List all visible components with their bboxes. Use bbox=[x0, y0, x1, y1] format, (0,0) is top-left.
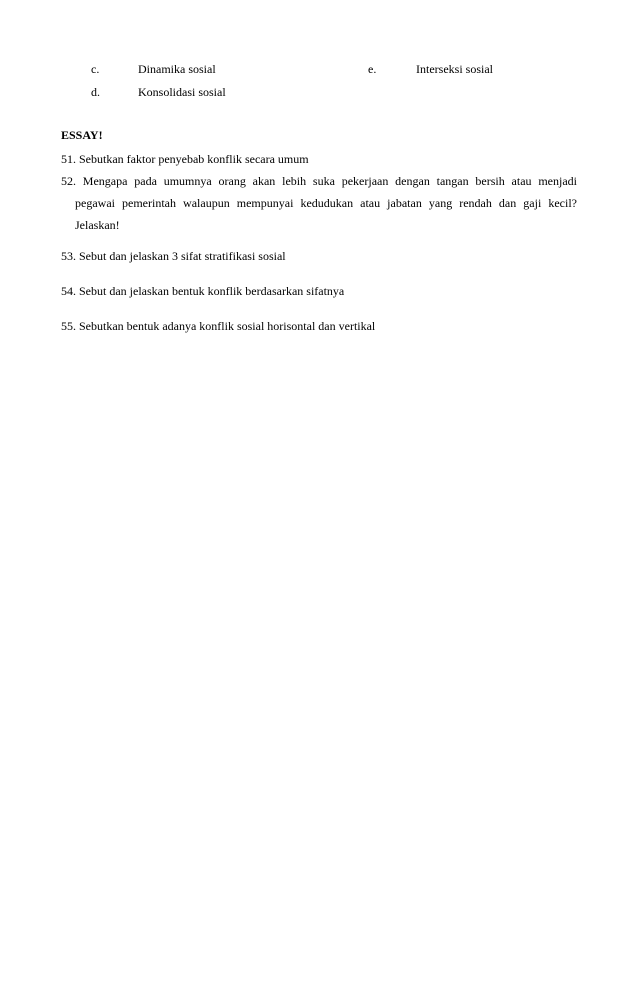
option-d-text: Konsolidasi sosial bbox=[138, 85, 226, 99]
essay-question-52-line-1: 52. Mengapa pada umumnya orang akan lebih suka pekerjaan dengan tangan bersih atau menjadi bbox=[61, 174, 577, 188]
essay-question-55: 55. Sebutkan bentuk adanya konflik sosial horisontal dan vertikal bbox=[61, 319, 376, 333]
essay-question-52-line-3: Jelaskan! bbox=[75, 218, 120, 232]
option-e-text: Interseksi sosial bbox=[416, 62, 493, 76]
essay-heading: ESSAY! bbox=[61, 128, 103, 142]
essay-question-52-line-2: pegawai pemerintah walaupun mempunyai kedudukan atau jabatan yang rendah dan gaji kecil? bbox=[75, 196, 577, 210]
option-c-text: Dinamika sosial bbox=[138, 62, 216, 76]
essay-question-53: 53. Sebut dan jelaskan 3 sifat stratifikasi sosial bbox=[61, 249, 286, 263]
essay-question-51: 51. Sebutkan faktor penyebab konflik secara umum bbox=[61, 152, 309, 166]
essay-question-54: 54. Sebut dan jelaskan bentuk konflik berdasarkan sifatnya bbox=[61, 284, 345, 298]
option-d-letter: d. bbox=[91, 85, 100, 99]
option-e-letter: e. bbox=[368, 62, 377, 76]
option-c-letter: c. bbox=[91, 62, 100, 76]
